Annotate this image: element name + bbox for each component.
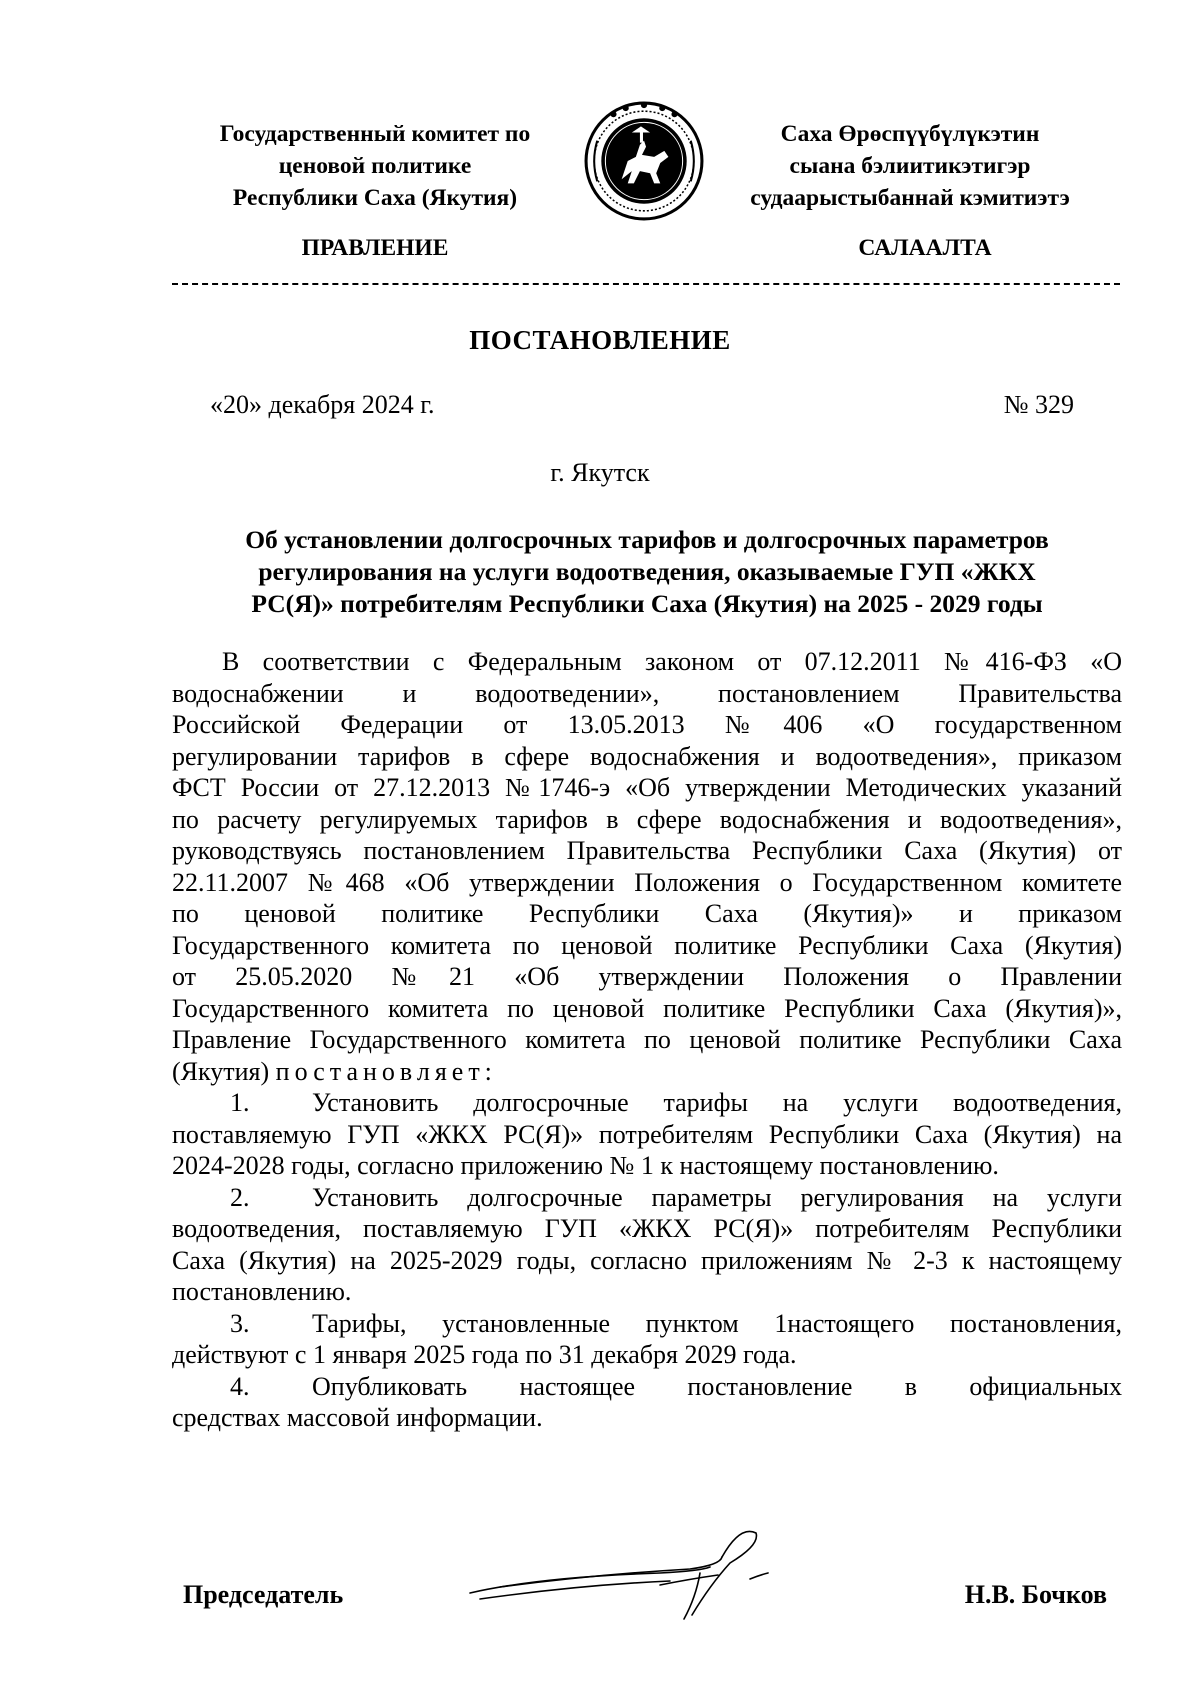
item-text: Установить долгосрочные параметры регулирования на услуги xyxy=(312,1182,1122,1212)
title-line: РС(Я)» потребителям Республики Саха (Якутия) на 2025 - 2029 годы xyxy=(251,589,1043,618)
header-right-line: судаарыстыбаннай кэмитиэтэ xyxy=(750,185,1070,211)
item-1-first-line xyxy=(172,1087,1122,1119)
preamble-line: Российской Федерации от 13.05.2013 №406 «О государственном xyxy=(172,710,1122,739)
preamble-line: Государственного комитета по ценовой политике Республики Саха (Якутия)», xyxy=(172,993,1122,1023)
board-label-sah: САЛААЛТА xyxy=(858,235,992,261)
signatory-name: Н.В. Бочков xyxy=(964,1580,1107,1609)
item-line: действуют с 1 января 2025 года по 31 декабря 2029 года. xyxy=(172,1340,797,1369)
document-city: г. Якутск xyxy=(550,458,650,487)
preamble-line: регулировании тарифов в сфере водоснабжения и водоотведения», приказом xyxy=(172,741,1122,771)
item-number: 1. xyxy=(230,1088,250,1117)
item-4-first-line xyxy=(172,1371,1122,1403)
document-number: № 329 xyxy=(1003,390,1074,419)
item-line: 2024-2028 годы, согласно приложению № 1 к настоящему постановлению. xyxy=(172,1151,999,1180)
header-left-line: Республики Саха (Якутия) xyxy=(232,185,518,211)
item-line: водоотведения, поставляемую ГУП «ЖКХ РС(Я)» потребителям Республики xyxy=(172,1214,1122,1243)
handwritten-signature-icon xyxy=(460,1515,780,1635)
signatory-role: Председатель xyxy=(183,1580,344,1609)
header-left-line: ценовой политике xyxy=(278,153,472,179)
item-number: 2. xyxy=(230,1182,250,1212)
preamble-line: ФСТ России от 27.12.2013 №1746-э «Об утверждении Методических указаний xyxy=(172,773,1122,802)
item-line: постановлению. xyxy=(172,1277,352,1306)
header-right-line: Саха Өрөспүүбүлүкэтин xyxy=(780,121,1040,147)
item-text: Опубликовать настоящее постановление в официальных xyxy=(312,1371,1122,1401)
preamble-last-line xyxy=(172,1056,1122,1088)
item-line: поставляемую ГУП «ЖКХ РС(Я)» потребителям Республики Саха (Якутия) на xyxy=(172,1119,1122,1149)
header-left-line: Государственный комитет по xyxy=(219,121,531,147)
document-title xyxy=(172,524,1122,620)
preamble-line: Государственного комитета по ценовой политике Республики Саха (Якутия) xyxy=(172,930,1122,960)
preamble-end-prefix: (Якутия) xyxy=(172,1056,270,1086)
board-label-ru: ПРАВЛЕНИЕ xyxy=(301,235,449,261)
preamble-line: 22.11.2007 №468 «Об утверждении Положения о Государственном комитете xyxy=(172,867,1122,897)
decree-word: постановляет: xyxy=(275,1056,497,1086)
preamble-line: водоснабжении и водоотведении», постановлением Правительства xyxy=(172,678,1122,708)
preamble-line: по ценовой политике Республики Саха (Якутия)» и приказом xyxy=(172,899,1122,928)
document-body xyxy=(172,646,1122,1434)
header-divider xyxy=(172,283,1120,285)
header-left-ru xyxy=(180,118,570,214)
document-date: «20» декабря 2024 г. xyxy=(210,390,435,419)
preamble-line: руководствуясь постановлением Правительства Республики Саха (Якутия) от xyxy=(172,836,1122,865)
emblem-seal-icon xyxy=(583,100,705,222)
item-text: Установить долгосрочные тарифы на услуги водоотведения, xyxy=(312,1088,1122,1117)
preamble-line: по расчету регулируемых тарифов в сфере водоснабжения и водоотведения», xyxy=(172,804,1122,834)
header-right-sah xyxy=(720,118,1100,214)
item-line: средствах массовой информации. xyxy=(172,1403,543,1432)
item-line: Саха (Якутия) на 2025-2029 годы, согласно приложениям № 2-3 к настоящему xyxy=(172,1245,1122,1275)
title-line: регулирования на услуги водоотведения, оказываемые ГУП «ЖКХ xyxy=(258,557,1036,586)
preamble-line: Правление Государственного комитета по ценовой политике Республики Саха xyxy=(172,1025,1122,1054)
item-number: 3. xyxy=(230,1308,250,1338)
header-right-line: сыана бэлиитикэтигэр xyxy=(789,153,1031,179)
item-number: 4. xyxy=(230,1371,250,1401)
title-line: Об установлении долгосрочных тарифов и долгосрочных параметров xyxy=(245,525,1049,554)
document-type: ПОСТАНОВЛЕНИЕ xyxy=(469,325,731,355)
item-2-first-line xyxy=(172,1182,1122,1214)
preamble-line: от 25.05.2020 №21 «Об утверждении Положения о Правлении xyxy=(172,962,1122,991)
item-3-first-line xyxy=(172,1308,1122,1340)
item-text: Тарифы, установленные пунктом 1настоящего постановления, xyxy=(312,1308,1122,1338)
preamble-line: В соответствии с Федеральным законом от 07.12.2011 №416-ФЗ «О xyxy=(222,647,1122,676)
